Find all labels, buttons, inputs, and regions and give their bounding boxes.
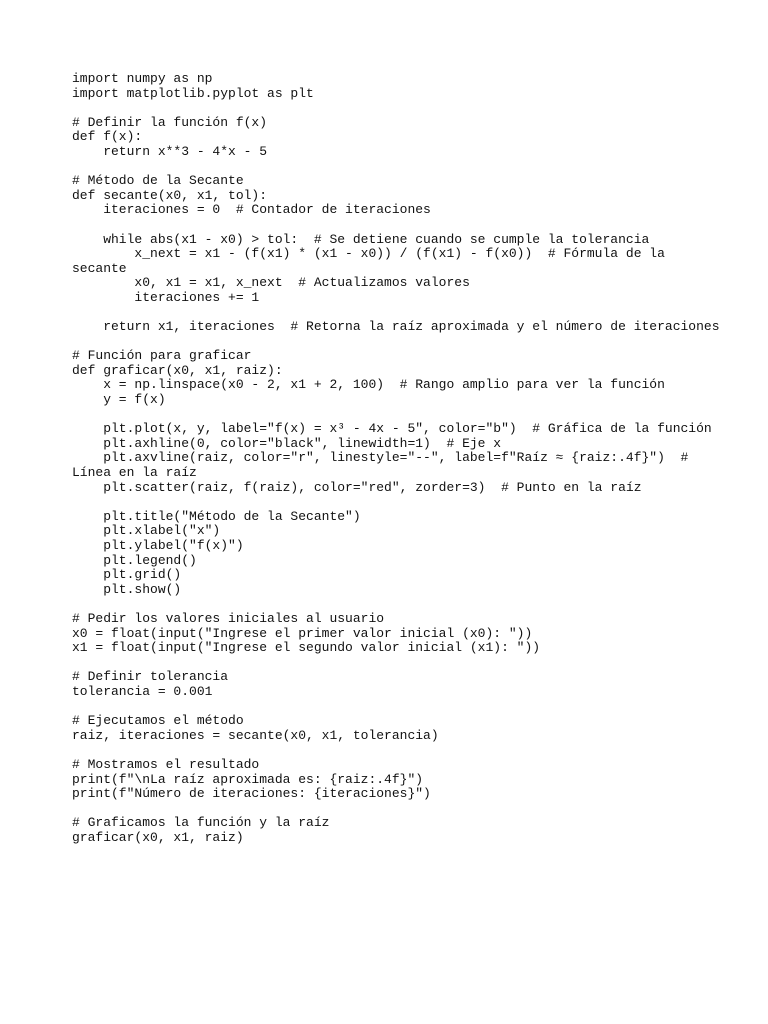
code-line: # Función para graficar: [72, 348, 252, 364]
code-line: # Graficamos la función y la raíz: [72, 815, 330, 831]
code-line: plt.xlabel("x"): [72, 523, 221, 539]
code-line: while abs(x1 - x0) > tol: # Se detiene cuando se cumple la tolerancia: [72, 231, 650, 247]
code-block: [72, 71, 720, 845]
code-line: y = f(x): [72, 392, 166, 408]
code-line: def f(x):: [72, 129, 143, 145]
code-line: [72, 700, 712, 715]
code-line: return x**3 - 4*x - 5: [72, 143, 268, 159]
code-line: [72, 656, 712, 671]
code-line: Línea en la raíz: [72, 465, 197, 481]
code-line: # Ejecutamos el método: [72, 713, 244, 729]
code-line: tolerancia = 0.001: [72, 683, 213, 699]
code-line: # Definir la función f(x): [72, 114, 268, 130]
code-line: [72, 306, 712, 321]
code-line: # Mostramos el resultado: [72, 756, 260, 772]
code-line: # Pedir los valores iniciales al usuario: [72, 610, 385, 626]
code-line: x1 = float(input("Ingrese el segundo valor inicial (x1): ")): [72, 640, 541, 656]
code-line: print(f"Número de iteraciones: {iteraciones}"): [72, 786, 431, 802]
code-line: plt.legend(): [72, 552, 197, 568]
code-line: [72, 743, 712, 758]
code-line: plt.grid(): [72, 567, 182, 583]
code-line: # Definir tolerancia: [72, 669, 229, 685]
code-line: iteraciones += 1: [72, 289, 260, 305]
code-line: plt.plot(x, y, label="f(x) = x³ - 4x - 5", color="b") # Gráfica de la función: [72, 421, 712, 437]
code-line: graficar(x0, x1, raiz): [72, 829, 244, 845]
code-line: plt.axhline(0, color="black", linewidth=1) # Eje x: [72, 435, 502, 451]
code-line: iteraciones = 0 # Contador de iteraciones: [72, 202, 431, 218]
code-line: return x1, iteraciones # Retorna la raíz aproximada y el número de iteraciones: [72, 319, 720, 335]
code-line: plt.title("Método de la Secante"): [72, 508, 361, 524]
code-line: x0 = float(input("Ingrese el primer valor inicial (x0): ")): [72, 625, 533, 641]
code-line: plt.scatter(raiz, f(raiz), color="red", zorder=3) # Punto en la raíz: [72, 479, 642, 495]
code-line: print(f"\nLa raíz aproximada es: {raiz:.4f}"): [72, 771, 424, 787]
code-line: plt.ylabel("f(x)"): [72, 538, 244, 553]
code-line: import numpy as np: [72, 71, 213, 86]
code-line: x0, x1 = x1, x_next # Actualizamos valores: [72, 275, 470, 291]
code-line: # Método de la Secante: [72, 173, 244, 189]
code-line: [72, 408, 712, 423]
code-line: plt.axvline(raiz, color="r", linestyle="--", label=f"Raíz ≈ {raiz:.4f}") #: [72, 450, 689, 466]
code-line: def secante(x0, x1, tol):: [72, 187, 268, 203]
code-line: x_next = x1 - (f(x1) * (x1 - x0)) / (f(x1) - f(x0)) # Fórmula de la: [72, 246, 665, 262]
code-line: [72, 160, 712, 175]
code-line: secante: [72, 260, 127, 276]
code-line: [72, 335, 712, 350]
code-line: [72, 218, 712, 233]
code-line: raiz, iteraciones = secante(x0, x1, tolerancia): [72, 727, 439, 743]
code-line: x = np.linspace(x0 - 2, x1 + 2, 100) # Rango amplio para ver la función: [72, 377, 665, 393]
code-line: [72, 597, 712, 612]
code-line: plt.show(): [72, 581, 182, 597]
code-line: import matplotlib.pyplot as plt: [72, 85, 314, 101]
code-line: def graficar(x0, x1, raiz):: [72, 362, 283, 378]
code-line: [72, 495, 712, 510]
code-line: [72, 101, 712, 116]
code-line: [72, 802, 712, 817]
